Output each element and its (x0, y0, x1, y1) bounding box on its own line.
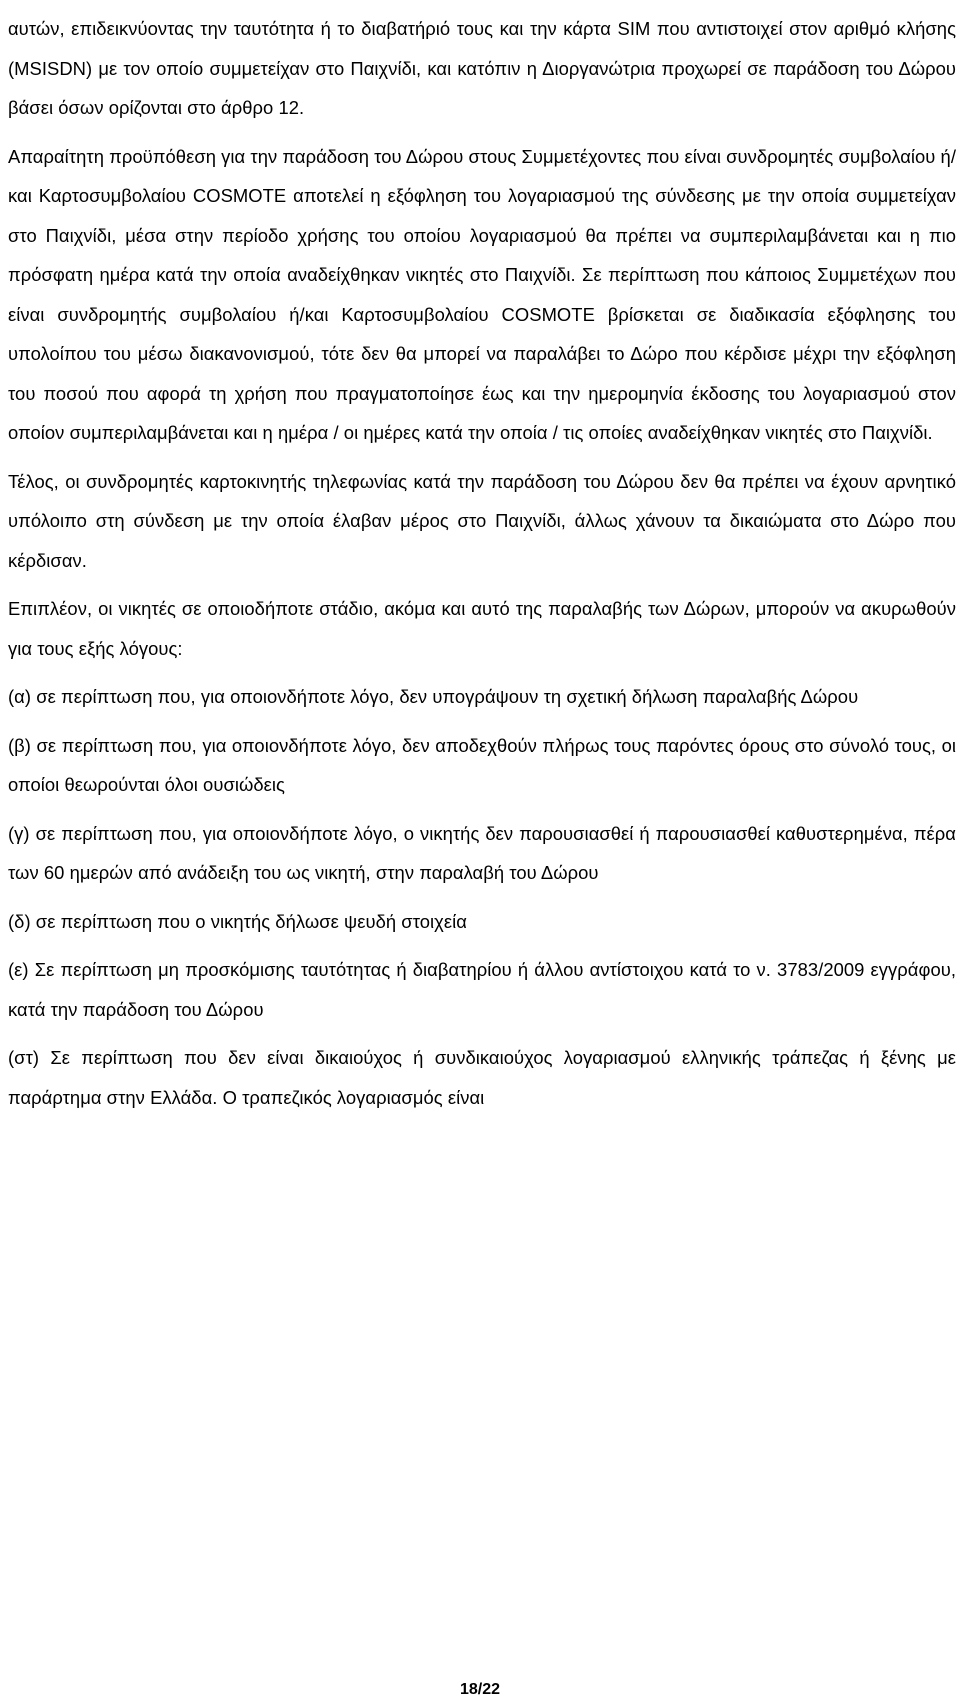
list-item-st: (στ) Σε περίπτωση που δεν είναι δικαιούχος ή συνδικαιούχος λογαριασμού ελληνικής τράπεζας ή ξένης με παράρτημα στην Ελλάδα. Ο τραπεζικός λογαριασμός είναι (8, 1047, 956, 1108)
list-item-b: (β) σε περίπτωση που, για οποιονδήποτε λόγο, δεν αποδεχθούν πλήρως τους παρόντες όρους στο σύνολό τους, οι οποίοι θεωρούνται όλοι ουσιώδεις (8, 734, 956, 795)
list-item-c: (γ) σε περίπτωση που, για οποιονδήποτε λόγο, ο νικητής δεν παρουσιασθεί ή παρουσιασθεί καθυστερημένα, πέρα των 60 ημερών από ανάδειξη του ως νικητή, στην παραλαβή του Δώρου (8, 822, 956, 883)
document-page (8, 0, 956, 1126)
list-item-d: (δ) σε περίπτωση που ο νικητής δήλωσε ψευδή στοιχεία (8, 910, 467, 932)
paragraph-payment-requirement: Απαραίτητη προϋπόθεση για την παράδοση του Δώρου στους Συμμετέχοντες που είναι συνδρομητές συμβολαίου ή/και Καρτοσυμβολαίου COSMOTE αποτελεί η εξόφληση του λογαριασμού της σύνδεσης με την οποία συμμετείχαν στο Παιχνίδι, μέσα στην περίοδο χρήσης του οποίου λογαριασμού θα πρέπει να συμπεριλαμβάνεται και η πιο πρόσφατη ημέρα κατά την οποία αναδείχθηκαν νικητές στο Παιχνίδι. Σε περίπτωση που κάποιος Συμμετέχων που είναι συνδρομητής συμβολαίου ή/και Καρτοσυμβολαίου COSMOTE βρίσκεται σε διαδικασία εξόφλησης του υπολοίπου του μέσω διακανονισμού, τότε δεν θα μπορεί να παραλάβει το Δώρο που κέρδισε μέχρι την εξόφληση του ποσού που αφορά τη χρήση που πραγματοποίησε έως και την ημερομηνία έκδοσης του λογαριασμού στον οποίον συμπεριλαμβάνεται και η ημέρα / οι ημέρες κατά την οποία / τις οποίες αναδείχθηκαν νικητές στο Παιχνίδι. (8, 145, 956, 443)
paragraph-cancellation-intro: Επιπλέον, οι νικητές σε οποιοδήποτε στάδιο, ακόμα και αυτό της παραλαβής των Δώρων, μπορούν να ακυρωθούν για τους εξής λόγους: (8, 598, 956, 659)
page-number: 18/22 (459, 1681, 501, 1698)
paragraph-delivery-continuation: αυτών, επιδεικνύοντας την ταυτότητα ή το διαβατήριό τους και την κάρτα SIM που αντιστοιχεί στον αριθμό κλήσης (MSISDN) με τον οποίο συμμετείχαν στο Παιχνίδι, και κατόπιν η Διοργανώτρια προχωρεί σε παράδοση του Δώρου βάσει όσων ορίζονται στο άρθρο 12. (8, 18, 956, 118)
paragraph-prepaid-balance: Τέλος, οι συνδρομητές καρτοκινητής τηλεφωνίας κατά την παράδοση του Δώρου δεν θα πρέπει να έχουν αρνητικό υπόλοιπο στη σύνδεση με την οποία έλαβαν μέρος στο Παιχνίδι, άλλως χάνουν τα δικαιώματα στο Δώρο που κέρδισαν. (8, 470, 956, 571)
list-item-a: (α) σε περίπτωση που, για οποιονδήποτε λόγο, δεν υπογράψουν τη σχετική δήλωση παραλαβής Δώρου (8, 686, 859, 707)
list-item-e: (ε) Σε περίπτωση μη προσκόμισης ταυτότητας ή διαβατηρίου ή άλλου αντίστοιχου κατά το ν. 3783/2009 εγγράφου, κατά την παράδοση του Δώρου (8, 959, 956, 1020)
